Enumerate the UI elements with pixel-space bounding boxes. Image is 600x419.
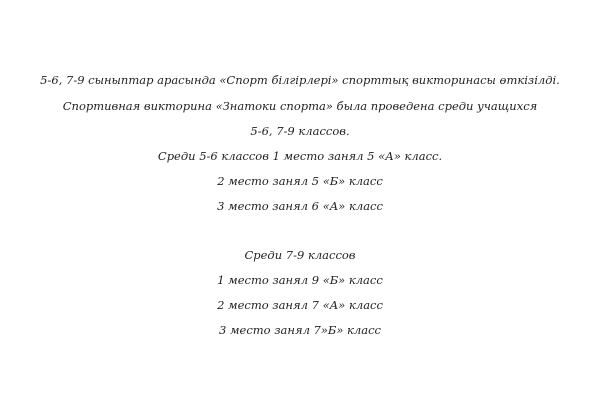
text-line-group2-first-place: 1 место занял 9 «Б» класс bbox=[217, 273, 383, 287]
text-line-kazakh-intro: 5-6, 7-9 сыныптар арасында «Спорт білгірлері» спорттық викторинасы өткізілді. bbox=[40, 73, 560, 87]
text-line-grades: 5-6, 7-9 классов. bbox=[250, 124, 350, 138]
text-line-group1-third-place: 3 место занял 6 «А» класс bbox=[217, 199, 383, 213]
text-line-group1-second-place: 2 место занял 5 «Б» класс bbox=[217, 174, 383, 188]
text-line-group1-first-place: Среди 5-6 классов 1 место занял 5 «А» класс. bbox=[157, 149, 443, 163]
text-line-russian-intro: Спортивная викторина «Знатоки спорта» была проведена среди учащихся bbox=[62, 99, 538, 113]
text-line-group2-heading: Среди 7-9 классов bbox=[244, 248, 356, 262]
text-line-group2-third-place: 3 место занял 7»Б» класс bbox=[219, 323, 381, 337]
text-line-group2-second-place: 2 место занял 7 «А» класс bbox=[217, 298, 383, 312]
